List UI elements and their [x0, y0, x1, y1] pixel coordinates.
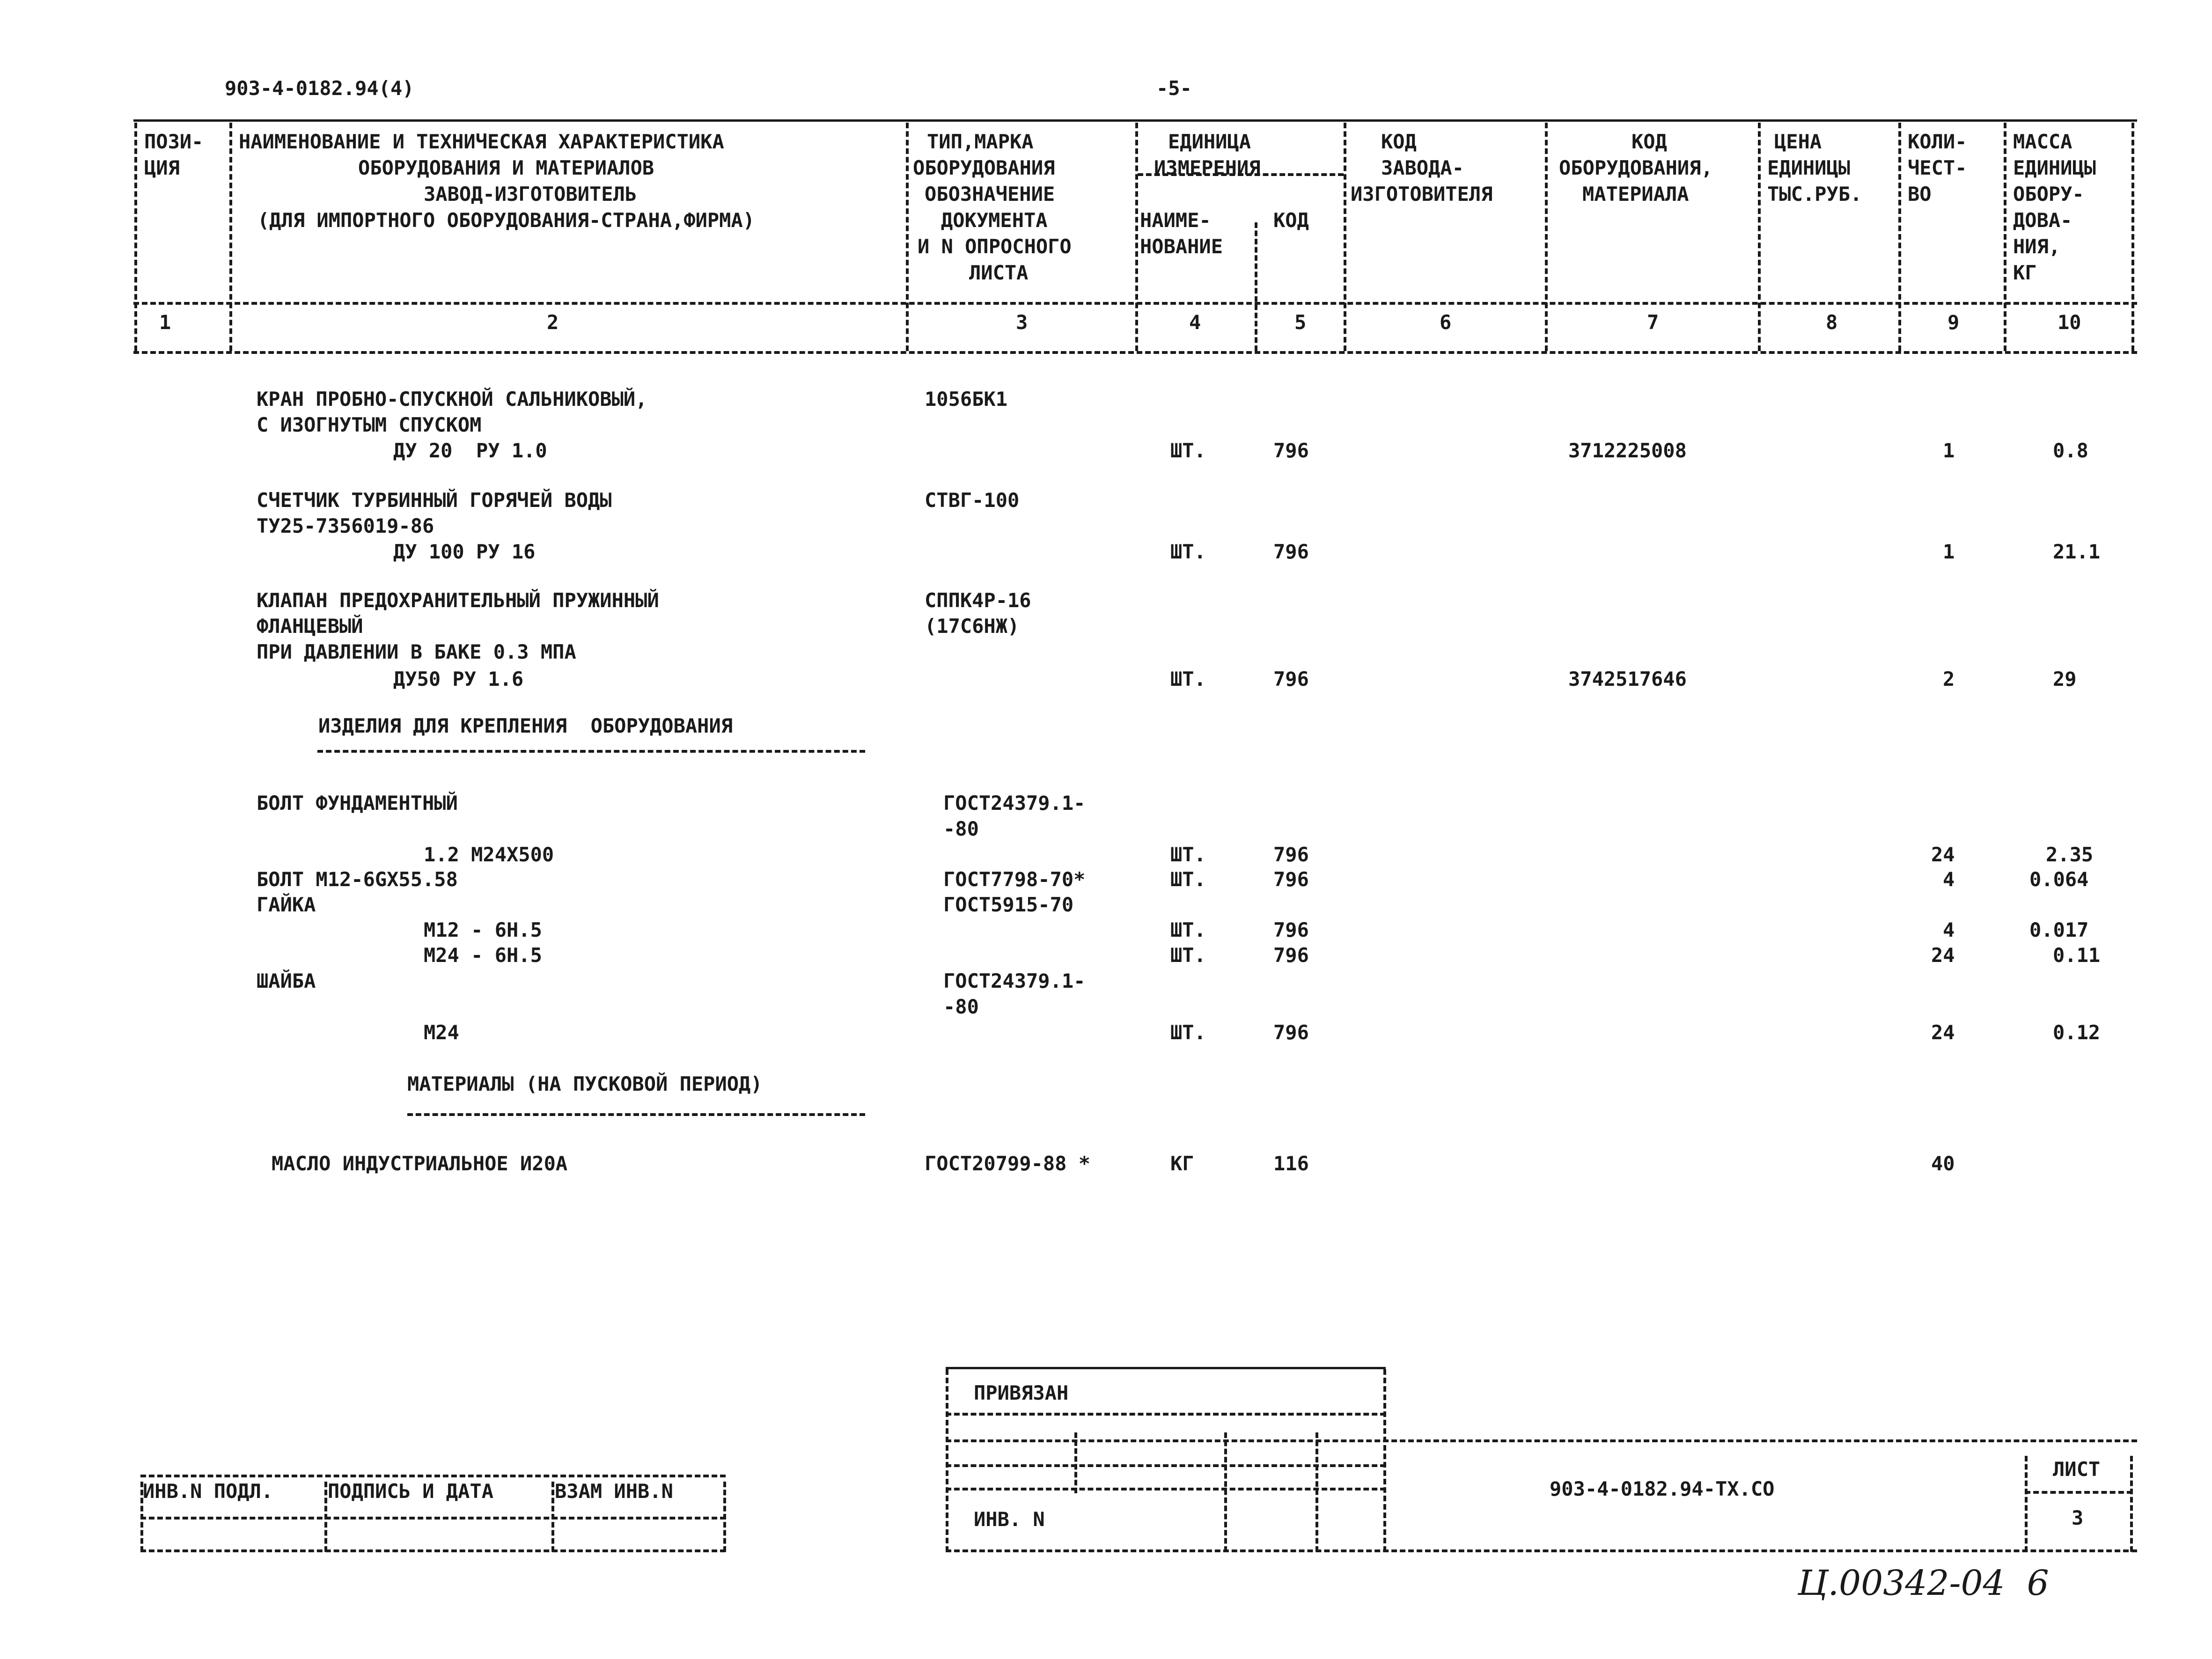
item-type: ГОСТ24379.1- [943, 792, 1086, 815]
col3-header-l3: ОБОЗНАЧЕНИЕ [925, 183, 1055, 206]
item-name: МАСЛО ИНДУСТРИАЛЬНОЕ И20А [272, 1152, 568, 1175]
col45-header-l1: ЕДИНИЦА [1168, 130, 1251, 153]
col1-header-l2: ЦИЯ [144, 156, 180, 179]
item-type: СППК4Р-16 [925, 589, 1031, 612]
col-number-1: 1 [159, 311, 171, 334]
col45-header-l2: ИЗМЕРЕНИЯ [1154, 156, 1261, 179]
col10-header-l4: ДОВА- [2013, 209, 2072, 232]
item-type: -80 [943, 995, 979, 1018]
item-type: ГОСТ5915-70 [943, 893, 1074, 916]
quantity: 40 [1931, 1152, 1955, 1175]
unit-name: ШТ. [1170, 439, 1206, 462]
quantity: 24 [1931, 944, 1955, 967]
col-sep-4 [1255, 222, 1257, 351]
unit-code: 796 [1273, 843, 1309, 866]
inv-col-line [551, 1482, 554, 1552]
numbers-bottom-line [133, 351, 2137, 354]
quantity: 1 [1943, 540, 1955, 563]
sheet-label: ЛИСТ [2053, 1458, 2101, 1481]
col-sep-6 [1545, 123, 1548, 351]
inv-podl-label: ИНВ.N ПОДЛ. [143, 1480, 273, 1503]
col3-header-l5: И N ОПРОСНОГО [918, 235, 1072, 258]
sheet-box-right [2130, 1456, 2133, 1552]
col2-header-l4: (ДЛЯ ИМПОРТНОГО ОБОРУДОВАНИЯ-СТРАНА,ФИРМА) [257, 209, 755, 232]
unit-mass: 0.12 [2053, 1021, 2101, 1044]
unit-mass: 0.11 [2053, 944, 2101, 967]
col-sep-3 [1135, 123, 1138, 351]
item-type: (17С6НЖ) [925, 615, 1020, 638]
quantity: 1 [1943, 439, 1955, 462]
unit-code: 796 [1273, 668, 1309, 690]
stamp-bottom-line [946, 1549, 2137, 1552]
col10-header-l1: МАССА [2013, 130, 2072, 153]
inv-table-top [140, 1475, 726, 1477]
item-name: БОЛТ ФУНДАМЕНТНЫЙ [257, 792, 458, 815]
item-name: КЛАПАН ПРЕДОХРАНИТЕЛЬНЫЙ ПРУЖИННЫЙ [257, 589, 659, 612]
col7-header-l3: МАТЕРИАЛА [1582, 183, 1689, 206]
quantity: 24 [1931, 843, 1955, 866]
col-number-4: 4 [1189, 311, 1201, 334]
stamp-left-line [946, 1369, 948, 1552]
material-code: 3742517646 [1568, 668, 1687, 690]
col3-header-l4: ДОКУМЕНТА [941, 209, 1048, 232]
stamp-row-line [946, 1464, 1386, 1467]
unit-code: 796 [1273, 1021, 1309, 1044]
doc-code: 903-4-0182.94(4) [225, 77, 414, 100]
unit-mass: 0.064 [2029, 868, 2089, 891]
unit-code: 796 [1273, 439, 1309, 462]
table-top-line [133, 119, 2137, 122]
stamp-row-line [946, 1439, 2137, 1442]
unit-name: ШТ. [1170, 668, 1206, 690]
col2-header-l2: ОБОРУДОВАНИЯ И МАТЕРИАЛОВ [358, 156, 654, 179]
inv-vzam-label: ВЗАМ ИНВ.N [555, 1480, 673, 1503]
col1-header-l1: ПОЗИ- [144, 130, 204, 153]
col-sep-2 [906, 123, 909, 351]
material-code: 3712225008 [1568, 439, 1687, 462]
item-name: ГАЙКА [257, 893, 316, 916]
sheet-number: 3 [2072, 1506, 2084, 1529]
col-sep-9 [2004, 123, 2006, 351]
item-name: ТУ25-7356019-86 [257, 514, 434, 537]
col7-header-l1: КОД [1631, 130, 1667, 153]
unit-mass: 0.8 [2053, 439, 2088, 462]
col-number-9: 9 [1947, 311, 1960, 334]
quantity: 4 [1943, 918, 1955, 941]
col8-header-l3: ТЫС.РУБ. [1767, 183, 1862, 206]
col6-header-l1: КОД [1381, 130, 1417, 153]
col4-header-l1: НАИМЕ- [1140, 209, 1211, 232]
inv-col-line [140, 1482, 143, 1552]
item-spec: М24 [424, 1021, 459, 1044]
col10-header-l3: ОБОРУ- [2013, 183, 2084, 206]
col-sep-8 [1898, 123, 1901, 351]
col6-header-l2: ЗАВОДА- [1381, 156, 1464, 179]
col-number-8: 8 [1826, 311, 1838, 334]
col8-header-l2: ЕДИНИЦЫ [1767, 156, 1851, 179]
stamp-row-line [946, 1413, 1386, 1416]
item-name: С ИЗОГНУТЫМ СПУСКОМ [257, 413, 482, 436]
inv-table-bottom [140, 1549, 726, 1552]
stamp-inv-n: ИНВ. N [974, 1508, 1045, 1531]
col5-header-l1: КОД [1273, 209, 1309, 232]
col9-header-l2: ЧЕСТ- [1908, 156, 1967, 179]
stamp-cell-line [1315, 1432, 1318, 1552]
item-name: ПРИ ДАВЛЕНИИ В БАКЕ 0.3 МПА [257, 640, 576, 663]
section-heading: ИЗДЕЛИЯ ДЛЯ КРЕПЛЕНИЯ ОБОРУДОВАНИЯ [318, 714, 733, 737]
col-sep-10 [2131, 123, 2134, 351]
unit-name: ШТ. [1170, 918, 1206, 941]
col9-header-l3: ВО [1908, 183, 1932, 206]
inv-table-mid [140, 1517, 726, 1520]
col-sep-7 [1758, 123, 1761, 351]
handwritten-archive-number: Ц.00342-04 6 [1798, 1563, 2049, 1603]
col10-header-l6: КГ [2013, 261, 2037, 284]
section-heading: МАТЕРИАЛЫ (НА ПУСКОВОЙ ПЕРИОД) [407, 1072, 763, 1095]
col-number-6: 6 [1440, 311, 1452, 334]
unit-mass: 2.35 [2046, 843, 2094, 866]
col7-header-l2: ОБОРУДОВАНИЯ, [1559, 156, 1713, 179]
col-number-10: 10 [2058, 311, 2081, 334]
stamp-privyazan: ПРИВЯЗАН [974, 1381, 1069, 1404]
unit-code: 796 [1273, 868, 1309, 891]
unit-mass: 0.017 [2029, 918, 2089, 941]
col9-header-l1: КОЛИ- [1908, 130, 1967, 153]
unit-name: ШТ. [1170, 944, 1206, 967]
col10-header-l5: НИЯ, [2013, 235, 2061, 258]
sheet-box-mid [2025, 1491, 2132, 1494]
item-name: ШАЙБА [257, 969, 316, 992]
item-name: СЧЕТЧИК ТУРБИННЫЙ ГОРЯЧЕЙ ВОДЫ [257, 489, 612, 512]
unit-name: ШТ. [1170, 1021, 1206, 1044]
unit-name: КГ [1170, 1152, 1194, 1175]
unit-code: 116 [1273, 1152, 1309, 1175]
item-type: СТВГ-100 [925, 489, 1020, 512]
item-spec: М12 - 6Н.5 [424, 918, 542, 941]
section-underline [317, 750, 865, 753]
item-name: ФЛАНЦЕВЫЙ [257, 615, 363, 638]
col6-header-l3: ИЗГОТОВИТЕЛЯ [1351, 183, 1493, 206]
col3-header-l6: ЛИСТА [969, 261, 1029, 284]
col2-header-l1: НАИМЕНОВАНИЕ И ТЕХНИЧЕСКАЯ ХАРАКТЕРИСТИКА [239, 130, 724, 153]
col-sep-1 [229, 123, 232, 351]
sheet-box-left [2025, 1456, 2028, 1552]
page-number: -5- [1156, 77, 1192, 100]
col3-header-l1: ТИП,МАРКА [927, 130, 1034, 153]
unit-mass: 21.1 [2053, 540, 2101, 563]
item-spec: 1.2 М24Х500 [424, 843, 554, 866]
unit-code: 796 [1273, 918, 1309, 941]
item-spec: ДУ 20 РУ 1.0 [393, 439, 547, 462]
item-type: -80 [943, 817, 979, 840]
unit-name: ШТ. [1170, 868, 1206, 891]
inv-col-line [723, 1482, 726, 1552]
col-number-2: 2 [547, 311, 559, 334]
col8-header-l1: ЦЕНА [1774, 130, 1822, 153]
stamp-cell-line [1074, 1432, 1077, 1493]
quantity: 4 [1943, 868, 1955, 891]
unit-code: 796 [1273, 540, 1309, 563]
inv-podpis-label: ПОДПИСЬ И ДАТА [328, 1480, 494, 1503]
inv-col-line [324, 1482, 327, 1552]
col-number-7: 7 [1647, 311, 1659, 334]
quantity: 2 [1943, 668, 1955, 690]
item-type: ГОСТ20799-88 * [925, 1152, 1091, 1175]
unit-name: ШТ. [1170, 540, 1206, 563]
item-type: ГОСТ7798-70* [943, 868, 1086, 891]
stamp-row-line [946, 1488, 1386, 1490]
item-name: БОЛТ М12-6GХ55.58 [257, 868, 458, 891]
item-spec: ДУ 100 РУ 16 [393, 540, 536, 563]
item-name: КРАН ПРОБНО-СПУСКНОЙ САЛЬНИКОВЫЙ, [257, 388, 647, 411]
item-spec: ДУ50 РУ 1.6 [393, 668, 524, 690]
stamp-right-line [1383, 1369, 1386, 1552]
item-type: ГОСТ24379.1- [943, 969, 1086, 992]
col4-header-l2: НОВАНИЕ [1140, 235, 1223, 258]
col-number-3: 3 [1016, 311, 1028, 334]
item-type: 1056БК1 [925, 388, 1008, 411]
stamp-top-line [946, 1367, 1386, 1369]
col10-header-l2: ЕДИНИЦЫ [2013, 156, 2096, 179]
item-spec: М24 - 6Н.5 [424, 944, 542, 967]
col3-header-l2: ОБОРУДОВАНИЯ [913, 156, 1055, 179]
unit-mass: 29 [2053, 668, 2077, 690]
col-sep-0 [134, 123, 137, 351]
stamp-cell-line [1224, 1432, 1227, 1552]
quantity: 24 [1931, 1021, 1955, 1044]
unit-name: ШТ. [1170, 843, 1206, 866]
col-sep-5 [1344, 123, 1346, 351]
stamp-doc-code: 903-4-0182.94-ТХ.СО [1550, 1477, 1775, 1500]
unit-code: 796 [1273, 944, 1309, 967]
col2-header-l3: ЗАВОД-ИЗГОТОВИТЕЛЬ [424, 183, 637, 206]
section-underline [407, 1113, 865, 1116]
col-number-5: 5 [1294, 311, 1307, 334]
